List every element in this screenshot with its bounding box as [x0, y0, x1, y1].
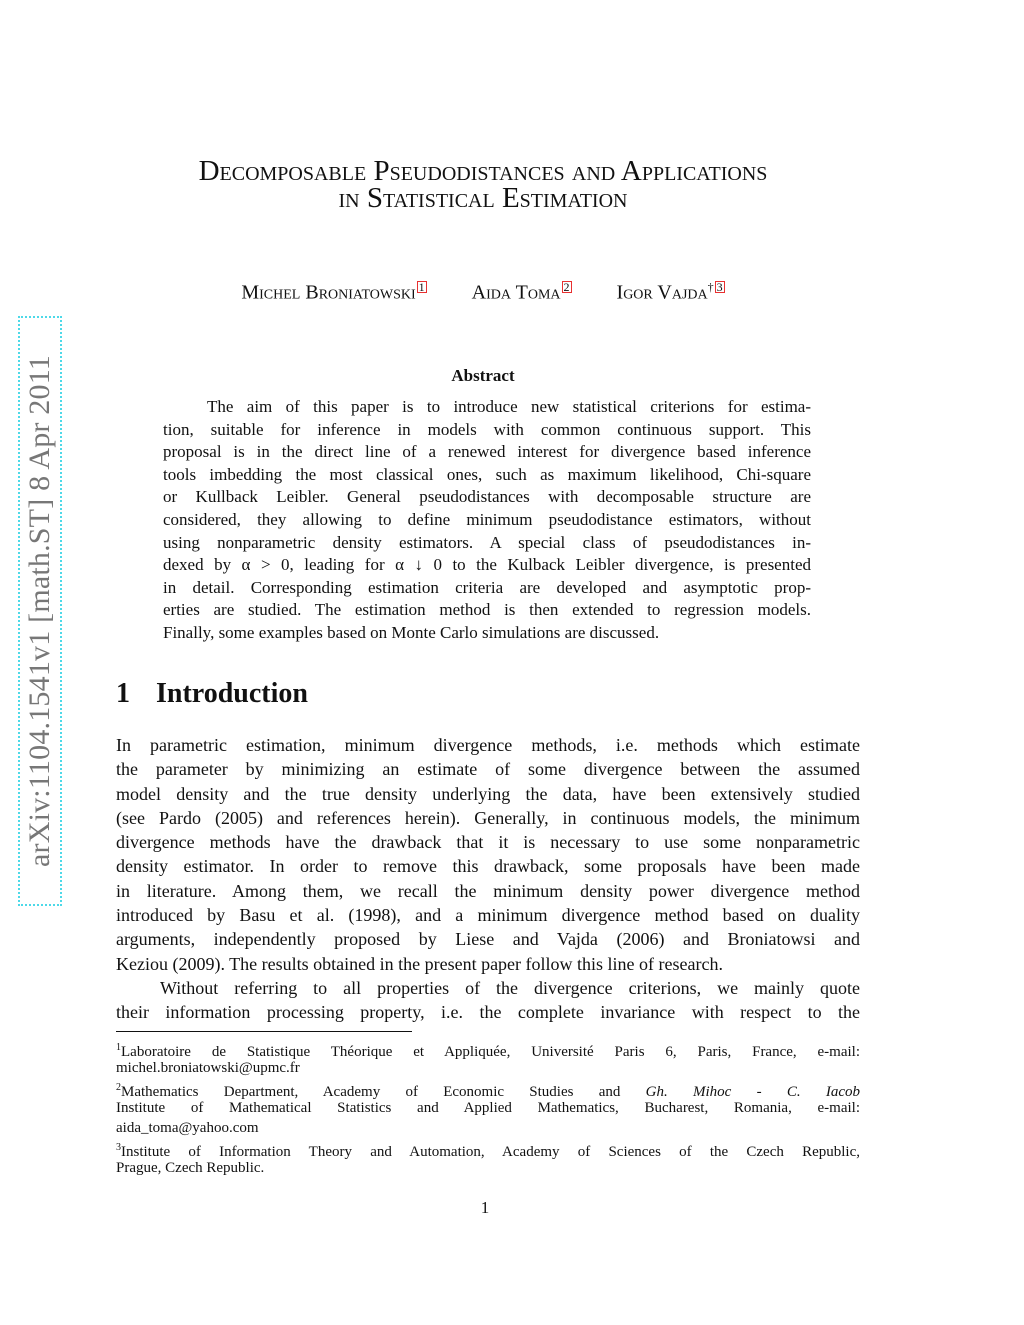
body-line: density estimator. In order to remove this drawback, some proposals have been made — [116, 856, 860, 877]
abstract-line: proposal is in the direct line of a renewed interest for divergence based inference — [163, 442, 811, 462]
body-line: In parametric estimation, minimum divergence methods, i.e. methods which estimate — [116, 735, 860, 755]
introduction-text — [116, 733, 860, 1025]
footnotes — [116, 1038, 860, 1178]
author-name: Igor Vajda — [616, 281, 708, 304]
abstract-line: tools imbedding the most classical ones, such as maximum likelihood, Chi-square — [163, 464, 811, 484]
body-line: Without referring to all properties of the divergence criterions, we mainly quote — [160, 977, 860, 998]
footnote-2: $^2$Mathematics Department, Academy of Economic Studies and Gh. Mihoc - C. Iacob — [116, 1082, 861, 1100]
footnote-2-cont: Institute of Mathematical Statistics and Applied Mathematics, Bucharest, Romania, e-mail: — [116, 1100, 860, 1116]
footnote-link-3[interactable]: 3 — [716, 280, 723, 294]
abstract-line: dexed by α > 0, leading for α ↓ 0 to the Kulback Leibler divergence, is presented — [163, 555, 811, 575]
author-name: Aida Toma — [471, 281, 561, 304]
footnote-2-email[interactable]: aida_toma@yahoo.com — [116, 1120, 259, 1136]
section-heading — [116, 678, 308, 710]
abstract-line: erties are studied. The estimation method is then extended to regression models. — [163, 600, 811, 620]
author-broniatowski — [241, 281, 426, 305]
arxiv-identifier: arXiv:1104.1541v1 [math.ST] 8 Apr 2011 — [23, 355, 56, 867]
body-line: (see Pardo (2005) and references herein). Generally, in continuous models, the minimum — [116, 807, 860, 828]
body-line: in literature. Among them, we recall the minimum density power divergence method — [116, 880, 860, 901]
footnote-1-email[interactable]: michel.broniatowski@upmc.fr — [116, 1060, 300, 1076]
author-list — [100, 280, 866, 305]
footnote-3: $^3$Institute of Information Theory and Automation, Academy of Sciences of the Czech Republic, — [116, 1142, 860, 1160]
footnote-link-2[interactable]: 2 — [563, 280, 570, 294]
body-line: divergence methods have the drawback that it is necessary to use some nonparametric — [116, 832, 860, 853]
paper-title — [100, 155, 866, 214]
body-line: model density and the true density underlying the data, have been extensively studied — [116, 783, 860, 804]
footnote-1: $^1$Laboratoire de Statistique Théorique et Appliquée, Université Paris 6, Paris, France, e-mail: — [116, 1042, 860, 1060]
body-line: the parameter by minimizing an estimate of some divergence between the assumed — [116, 759, 860, 780]
abstract-line: in detail. Corresponding estimation criteria are developed and asymptotic prop- — [163, 577, 811, 597]
deceased-mark: † — [707, 280, 714, 294]
abstract-heading: Abstract — [451, 366, 515, 385]
abstract-line: Finally, some examples based on Monte Carlo simulations are discussed. — [163, 622, 660, 642]
title-line-1: Decomposable Pseudodistances and Applications — [198, 155, 768, 187]
abstract-line: or Kullback Leibler. General pseudodistances with decomposable structure are — [163, 487, 811, 507]
abstract-line: The aim of this paper is to introduce new statistical criterions for estima- — [207, 397, 811, 416]
abstract-line: using nonparametric density estimators. A special class of pseudodistances in- — [163, 532, 811, 552]
footnote-rule — [116, 1031, 412, 1032]
abstract-line: tion, suitable for inference in models with common continuous support. This — [163, 419, 811, 439]
footnote-link-1[interactable]: 1 — [418, 280, 425, 294]
author-vajda — [617, 280, 725, 305]
abstract-body — [163, 396, 811, 645]
body-line: introduced by Basu et al. (1998), and a minimum divergence method based on duality — [116, 905, 860, 926]
section-number: 1 — [116, 678, 130, 709]
body-line: Keziou (2009). The results obtained in the present paper follow this line of research. — [116, 953, 723, 974]
section-title: Introduction — [156, 678, 308, 709]
author-name: Michel Broniatowski — [241, 281, 416, 304]
footnote-3-cont: Prague, Czech Republic. — [116, 1160, 265, 1176]
title-line-2: in Statistical Estimation — [338, 182, 628, 214]
page-number: 1 — [480, 1198, 490, 1217]
arxiv-stamp — [18, 316, 62, 906]
author-toma — [472, 281, 572, 305]
body-line: arguments, independently proposed by Liese and Vajda (2006) and Broniatowsi and — [116, 929, 860, 950]
body-line: their information processing property, i.e. the complete invariance with respect to the — [116, 1002, 860, 1023]
abstract-line: considered, they allowing to define minimum pseudodistance estimators, without — [163, 509, 811, 529]
